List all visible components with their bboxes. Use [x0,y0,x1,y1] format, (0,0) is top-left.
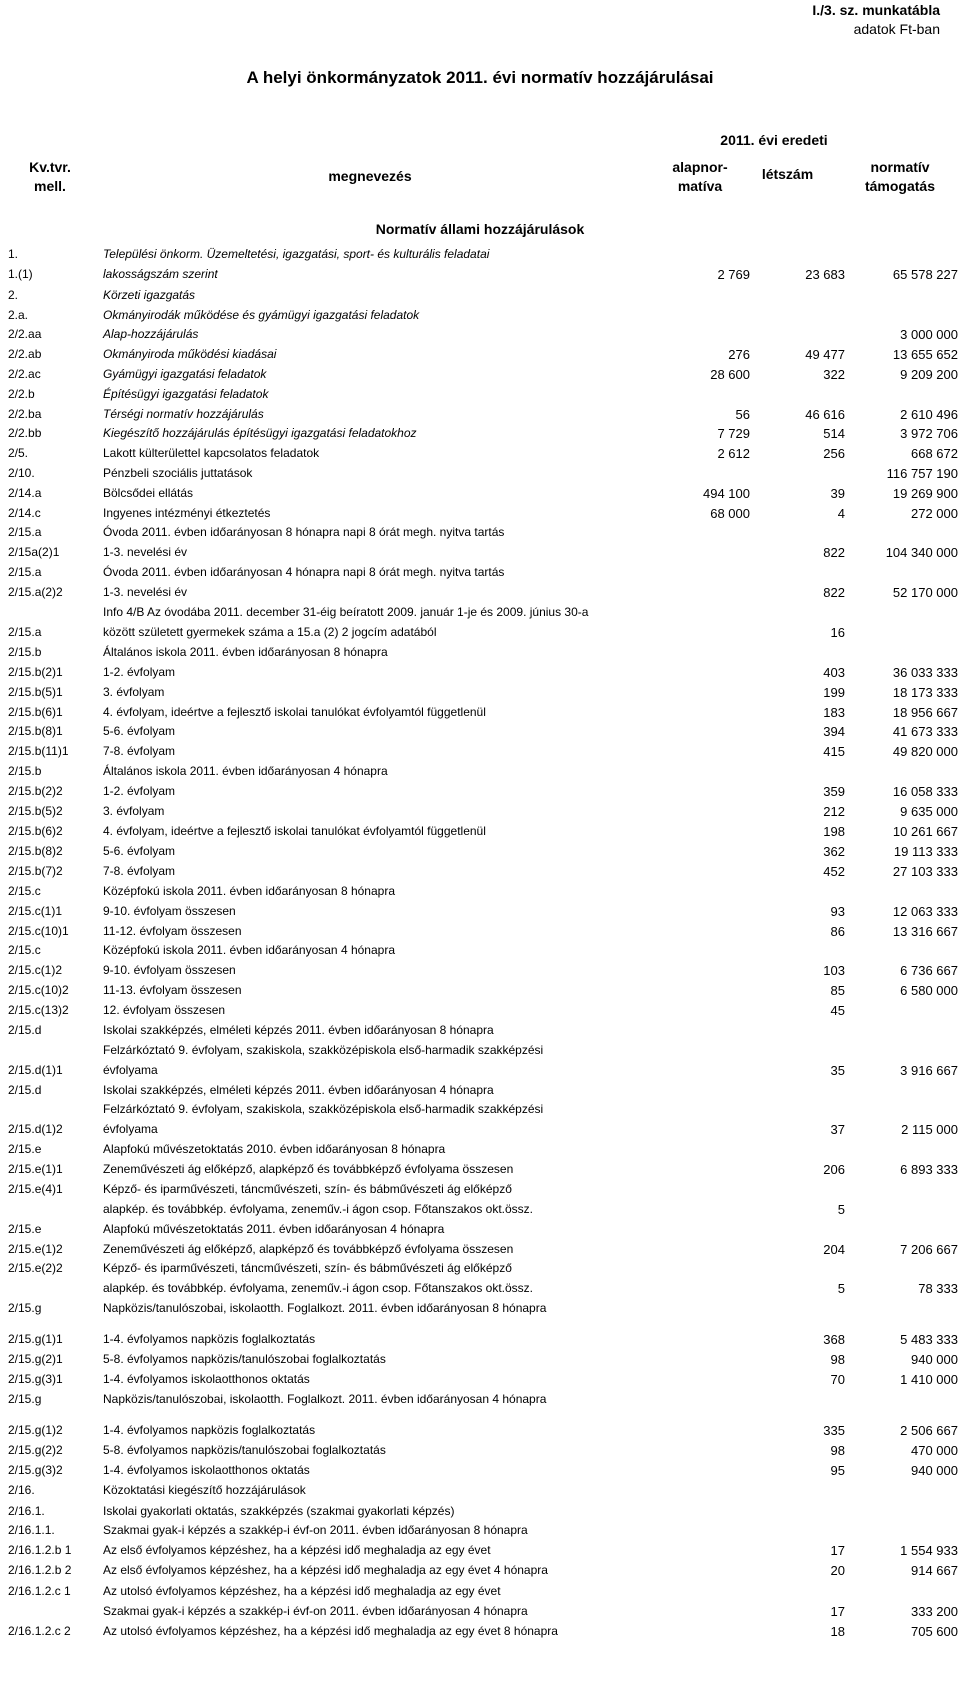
row-code: 2/15.b(6)2 [8,824,63,838]
row-normativ-tamogatas: 19 269 900 [892,486,958,501]
row-code: 2/15.e(1)2 [8,1242,63,1256]
row-letszam: 822 [823,545,845,560]
row-letszam: 5 [837,1281,845,1296]
letszam-header: létszám [761,166,814,182]
row-letszam: 359 [823,784,845,799]
row-letszam: 35 [830,1063,845,1078]
row-description: Középfokú iskola 2011. évben időarányosan 4 hónapra [103,943,395,957]
row-description: 5-6. évfolyam [103,724,176,738]
row-normativ-tamogatas: 16 058 333 [892,784,958,799]
row-description: 11-12. évfolyam összesen [103,924,242,938]
row-code: 2/15.a [8,525,42,539]
row-description: Felzárkóztató 9. évfolyam, szakiskola, szakközépiskola első-harmadik szakképzési [103,1043,544,1057]
row-normativ-tamogatas: 705 600 [911,1624,958,1639]
row-letszam: 46 616 [805,407,845,422]
row-normativ-tamogatas: 12 063 333 [892,904,958,919]
row-normativ-tamogatas: 470 000 [911,1443,958,1458]
row-description: között született gyermekek száma a 15.a (2) 2 jogcím adatából [103,625,437,639]
row-code: 1. [8,247,19,261]
row-letszam: 394 [823,724,845,739]
row-letszam: 212 [823,804,845,819]
row-code: 2/15.c(1)1 [8,904,63,918]
row-alapnormativa: 276 [728,347,750,362]
row-normativ-tamogatas: 10 261 667 [892,824,958,839]
row-code: 2/15.e(1)1 [8,1162,63,1176]
row-code: 2/15.d(1)1 [8,1063,63,1077]
row-normativ-tamogatas: 3 972 706 [900,426,958,441]
row-code: 2/15.g [8,1301,42,1315]
row-normativ-tamogatas: 116 757 190 [886,466,958,481]
row-letszam: 514 [823,426,845,441]
row-alapnormativa: 2 612 [717,446,750,461]
row-letszam: 86 [830,924,845,939]
row-description: Általános iskola 2011. évben időarányosan 4 hónapra [103,764,388,778]
row-letszam: 322 [823,367,845,382]
row-normativ-tamogatas: 49 820 000 [892,744,958,759]
row-normativ-tamogatas: 333 200 [911,1604,958,1619]
row-description: Zeneművészeti ág előképző, alapképző és továbbképző évfolyama összesen [103,1242,514,1256]
row-code: 2/15.c(1)2 [8,963,63,977]
row-description: Óvoda 2011. évben időarányosan 8 hónapra napi 8 órát megh. nyitva tartás [103,525,505,539]
alapnormativa-header-line2: matíva [677,178,723,194]
row-description: Lakott külterülettel kapcsolatos feladatok [103,446,320,460]
row-code: 2/15.e [8,1222,42,1236]
row-description: 1-4. évfolyamos iskolaotthonos oktatás [103,1463,310,1477]
name-header: megnevezés [328,168,412,184]
row-code: 2/15.e(2)2 [8,1261,63,1275]
row-code: 2/15.b(6)1 [8,705,63,719]
row-normativ-tamogatas: 3 000 000 [900,327,958,342]
row-letszam: 95 [830,1463,845,1478]
row-letszam: 368 [823,1332,845,1347]
row-description: Általános iskola 2011. évben időarányosan 8 hónapra [103,645,388,659]
row-letszam: 183 [823,705,845,720]
row-letszam: 415 [823,744,845,759]
row-code: 2/15.d(1)2 [8,1122,63,1136]
row-code: 2/15.b(11)1 [8,744,69,758]
row-description: Az utolsó évfolyamos képzéshez, ha a képzési idő meghaladja az egy évet [103,1584,501,1598]
row-normativ-tamogatas: 78 333 [918,1281,958,1296]
row-code: 2/15.b(2)1 [8,665,63,679]
row-code: 2/16.1.2.c 2 [8,1624,71,1638]
row-description: Szakmai gyak-i képzés a szakkép-i évf-on 2011. évben időarányosan 4 hónapra [103,1604,528,1618]
row-code: 2/15.b(7)2 [8,864,63,878]
year-group-header: 2011. évi eredeti [720,132,828,148]
row-normativ-tamogatas: 914 667 [911,1563,958,1578]
row-alapnormativa: 68 000 [710,506,750,521]
row-normativ-tamogatas: 13 655 652 [892,347,958,362]
row-normativ-tamogatas: 104 340 000 [885,545,958,560]
row-description: alapkép. és továbbkép. évfolyama, zeneműv.-i ágon csop. Főtanszakos okt.össz. [103,1281,534,1295]
row-normativ-tamogatas: 1 410 000 [900,1372,958,1387]
row-letszam: 4 [837,506,845,521]
row-normativ-tamogatas: 41 673 333 [892,724,958,739]
row-letszam: 335 [823,1423,845,1438]
row-code: 2/15.a [8,565,42,579]
row-normativ-tamogatas: 940 000 [911,1352,958,1367]
row-description: Iskolai szakképzés, elméleti képzés 2011. évben időarányosan 4 hónapra [103,1083,494,1097]
row-description: 1-2. évfolyam [103,665,176,679]
row-letszam: 103 [823,963,845,978]
unit-note: adatok Ft-ban [853,21,940,37]
row-letszam: 39 [830,486,845,501]
row-description: Alap-hozzájárulás [103,327,199,341]
row-code: 2/15a(2)1 [8,545,60,559]
row-description: 1-4. évfolyamos napközis foglalkoztatás [103,1423,316,1437]
row-letszam: 98 [830,1443,845,1458]
row-description: Képző- és iparművészeti, táncművészeti, szín- és bábművészeti ág előképző [103,1261,512,1275]
section-heading: Normatív állami hozzájárulások [375,221,585,237]
row-code: 2/15.e(4)1 [8,1182,63,1196]
row-code: 2/2.ac [8,367,41,381]
row-description: Az utolsó évfolyamos képzéshez, ha a képzési idő meghaladja az egy évet 8 hónapra [103,1624,558,1638]
row-normativ-tamogatas: 18 173 333 [892,685,958,700]
row-alapnormativa: 494 100 [703,486,750,501]
row-description: 1-4. évfolyamos iskolaotthonos oktatás [103,1372,310,1386]
row-code: 2/15.g [8,1392,42,1406]
row-description: Okmányiroda működési kiadásai [103,347,277,361]
row-description: 3. évfolyam [103,804,165,818]
row-code: 2/15.b [8,764,42,778]
row-description: 11-13. évfolyam összesen [103,983,242,997]
row-description: lakosságszám szerint [103,267,218,281]
row-code: 2/5. [8,446,29,460]
row-normativ-tamogatas: 6 736 667 [900,963,958,978]
row-code: 2/2.aa [8,327,42,341]
row-description: 5-6. évfolyam [103,844,176,858]
row-letszam: 37 [830,1122,845,1137]
row-letszam: 16 [830,625,845,640]
page-title: A helyi önkormányzatok 2011. évi normatív hozzájárulásai [246,68,714,87]
row-description: 1-3. nevelési év [103,585,188,599]
row-code: 1.(1) [8,267,33,281]
row-code: 2/15.g(1)2 [8,1423,63,1437]
row-description: Zeneművészeti ág előképző, alapképző és továbbképző évfolyama összesen [103,1162,514,1176]
row-normativ-tamogatas: 1 554 933 [900,1543,958,1558]
row-description: Alapfokú művészetoktatás 2010. évben időarányosan 8 hónapra [103,1142,446,1156]
row-letszam: 93 [830,904,845,919]
row-normativ-tamogatas: 52 170 000 [892,585,958,600]
row-description: Körzeti igazgatás [103,288,196,302]
row-normativ-tamogatas: 9 209 200 [900,367,958,382]
row-description: Ingyenes intézményi étkeztetés [103,506,271,520]
row-description: 12. évfolyam összesen [103,1003,226,1017]
normativ-header-line1: normatív [870,159,930,175]
row-normativ-tamogatas: 18 956 667 [892,705,958,720]
row-code: 2/15.b [8,645,42,659]
row-letszam: 17 [830,1604,845,1619]
row-code: 2/15.a(2)2 [8,585,63,599]
row-normativ-tamogatas: 65 578 227 [892,267,958,282]
row-description: Napközis/tanulószobai, iskolaotth. Foglalkozt. 2011. évben időarányosan 8 hónapra [103,1301,547,1315]
row-code: 2/15.b(8)1 [8,724,63,738]
row-code: 2/2.bb [8,426,42,440]
row-description: 4. évfolyam, ideértve a fejlesztő iskolai tanulókat évfolyamtól függetlenül [103,705,486,719]
row-description: 9-10. évfolyam összesen [103,904,236,918]
row-description: Iskolai gyakorlati oktatás, szakképzés (szakmai gyakorlati képzés) [103,1504,455,1518]
row-code: 2/15.d [8,1023,42,1037]
row-letszam: 204 [823,1242,845,1257]
row-description: 5-8. évfolyamos napközis/tanulószobai foglalkoztatás [103,1443,386,1457]
row-letszam: 362 [823,844,845,859]
row-letszam: 20 [830,1563,845,1578]
row-letszam: 198 [823,824,845,839]
row-description: Bölcsődei ellátás [103,486,194,500]
row-code: 2/15.c(13)2 [8,1003,69,1017]
kvtv-header-line2: mell. [34,178,66,194]
row-description: Szakmai gyak-i képzés a szakkép-i évf-on 2011. évben időarányosan 8 hónapra [103,1523,528,1537]
row-description: Építésügyi igazgatási feladatok [103,387,269,401]
row-code: 2/16. [8,1483,35,1497]
row-code: 2/16.1.1. [8,1523,55,1537]
row-description: 7-8. évfolyam [103,864,176,878]
row-description: 1-4. évfolyamos napközis foglalkoztatás [103,1332,316,1346]
row-description: Alapfokú művészetoktatás 2011. évben időarányosan 4 hónapra [103,1222,445,1236]
row-letszam: 98 [830,1352,845,1367]
row-description: 3. évfolyam [103,685,165,699]
row-description: Gyámügyi igazgatási feladatok [103,367,267,381]
row-normativ-tamogatas: 7 206 667 [900,1242,958,1257]
row-normativ-tamogatas: 13 316 667 [892,924,958,939]
row-alapnormativa: 2 769 [717,267,750,282]
row-description: Pénzbeli szociális juttatások [103,466,253,480]
row-code: 2/15.g(1)1 [8,1332,63,1346]
alapnormativa-header-line1: alapnor- [672,159,728,175]
row-description: Az első évfolyamos képzéshez, ha a képzési idő meghaladja az egy évet 4 hónapra [103,1563,548,1577]
row-description: alapkép. és továbbkép. évfolyama, zeneműv.-i ágon csop. Főtanszakos okt.össz. [103,1202,534,1216]
row-normativ-tamogatas: 272 000 [911,506,958,521]
row-code: 2. [8,288,19,302]
row-description: Települési önkorm. Üzemeltetési, igazgatási, sport- és kulturális feladatai [103,247,490,261]
row-letszam: 256 [823,446,845,461]
row-letszam: 70 [830,1372,845,1387]
row-code: 2/15.g(3)2 [8,1463,63,1477]
row-letszam: 45 [830,1003,845,1018]
row-code: 2/2.b [8,387,35,401]
row-description: Felzárkóztató 9. évfolyam, szakiskola, szakközépiskola első-harmadik szakképzési [103,1102,544,1116]
row-normativ-tamogatas: 6 893 333 [900,1162,958,1177]
row-code: 2/15.e [8,1142,42,1156]
row-code: 2/10. [8,466,35,480]
row-letszam: 206 [823,1162,845,1177]
row-code: 2/15.b(5)1 [8,685,63,699]
row-code: 2/15.d [8,1083,42,1097]
row-description: évfolyama [103,1063,158,1077]
row-normativ-tamogatas: 668 672 [911,446,958,461]
row-normativ-tamogatas: 9 635 000 [900,804,958,819]
row-description: 1-2. évfolyam [103,784,176,798]
row-code: 2/15.b(5)2 [8,804,63,818]
kvtv-header-line1: Kv.tvr. [29,159,71,175]
row-code: 2/14.c [8,506,41,520]
row-code: 2/15.c(10)1 [8,924,69,938]
row-code: 2/15.c(10)2 [8,983,69,997]
row-code: 2.a. [8,308,29,322]
row-normativ-tamogatas: 6 580 000 [900,983,958,998]
row-description: Közoktatási kiegészítő hozzájárulások [103,1483,306,1497]
row-letszam: 5 [837,1202,845,1217]
row-code: 2/15.c [8,943,41,957]
row-description: Képző- és iparművészeti, táncművészeti, szín- és bábművészeti ág előképző [103,1182,512,1196]
row-description: 7-8. évfolyam [103,744,176,758]
row-normativ-tamogatas: 27 103 333 [892,864,958,879]
row-normativ-tamogatas: 2 115 000 [901,1122,958,1137]
row-description: 9-10. évfolyam összesen [103,963,236,977]
row-description: Napközis/tanulószobai, iskolaotth. Foglalkozt. 2011. évben időarányosan 4 hónapra [103,1392,547,1406]
row-code: 2/15.g(2)2 [8,1443,63,1457]
row-code: 2/2.ba [8,407,42,421]
row-letszam: 17 [830,1543,845,1558]
row-letszam: 403 [823,665,845,680]
row-description: Óvoda 2011. évben időarányosan 4 hónapra napi 8 órát megh. nyitva tartás [103,565,505,579]
row-code: 2/16.1.2.b 2 [8,1563,72,1577]
row-code: 2/15.a [8,625,42,639]
row-letszam: 85 [830,983,845,998]
row-normativ-tamogatas: 2 610 496 [900,407,958,422]
row-normativ-tamogatas: 5 483 333 [900,1332,958,1347]
row-description: Térségi normatív hozzájárulás [103,407,264,421]
row-description: 4. évfolyam, ideértve a fejlesztő iskolai tanulókat évfolyamtól függetlenül [103,824,486,838]
row-code: 2/15.g(2)1 [8,1352,63,1366]
row-description: Okmányirodák működése és gyámügyi igazgatási feladatok [103,308,420,322]
row-normativ-tamogatas: 19 113 333 [893,844,958,859]
row-description: Középfokú iskola 2011. évben időarányosan 8 hónapra [103,884,395,898]
row-description: Iskolai szakképzés, elméleti képzés 2011. évben időarányosan 8 hónapra [103,1023,494,1037]
row-code: 2/15.c [8,884,41,898]
row-letszam: 199 [823,685,845,700]
row-alapnormativa: 7 729 [717,426,750,441]
row-code: 2/2.ab [8,347,42,361]
normativ-header-line2: támogatás [864,178,936,194]
row-normativ-tamogatas: 2 506 667 [900,1423,958,1438]
row-normativ-tamogatas: 3 916 667 [900,1063,958,1078]
row-alapnormativa: 56 [735,407,750,422]
row-normativ-tamogatas: 36 033 333 [892,665,958,680]
row-code: 2/16.1.2.c 1 [8,1584,71,1598]
row-normativ-tamogatas: 940 000 [911,1463,958,1478]
row-description: Az első évfolyamos képzéshez, ha a képzési idő meghaladja az egy évet [103,1543,491,1557]
row-letszam: 822 [823,585,845,600]
row-description: Info 4/B Az óvodába 2011. december 31-éig beíratott 2009. január 1-je és 2009. június 30-a [103,605,589,619]
row-letszam: 49 477 [805,347,845,362]
row-description: 5-8. évfolyamos napközis/tanulószobai foglalkoztatás [103,1352,386,1366]
row-code: 2/15.g(3)1 [8,1372,63,1386]
row-letszam: 23 683 [805,267,845,282]
row-description: évfolyama [103,1122,158,1136]
row-code: 2/15.b(8)2 [8,844,63,858]
document-id: I./3. sz. munkatábla [812,2,940,18]
row-alapnormativa: 28 600 [710,367,750,382]
row-letszam: 452 [823,864,845,879]
row-letszam: 18 [830,1624,845,1639]
row-code: 2/14.a [8,486,42,500]
row-code: 2/15.b(2)2 [8,784,63,798]
row-description: 1-3. nevelési év [103,545,188,559]
row-code: 2/16.1. [8,1504,45,1518]
row-code: 2/16.1.2.b 1 [8,1543,72,1557]
row-description: Kiegészítő hozzájárulás építésügyi igazgatási feladatokhoz [103,426,417,440]
